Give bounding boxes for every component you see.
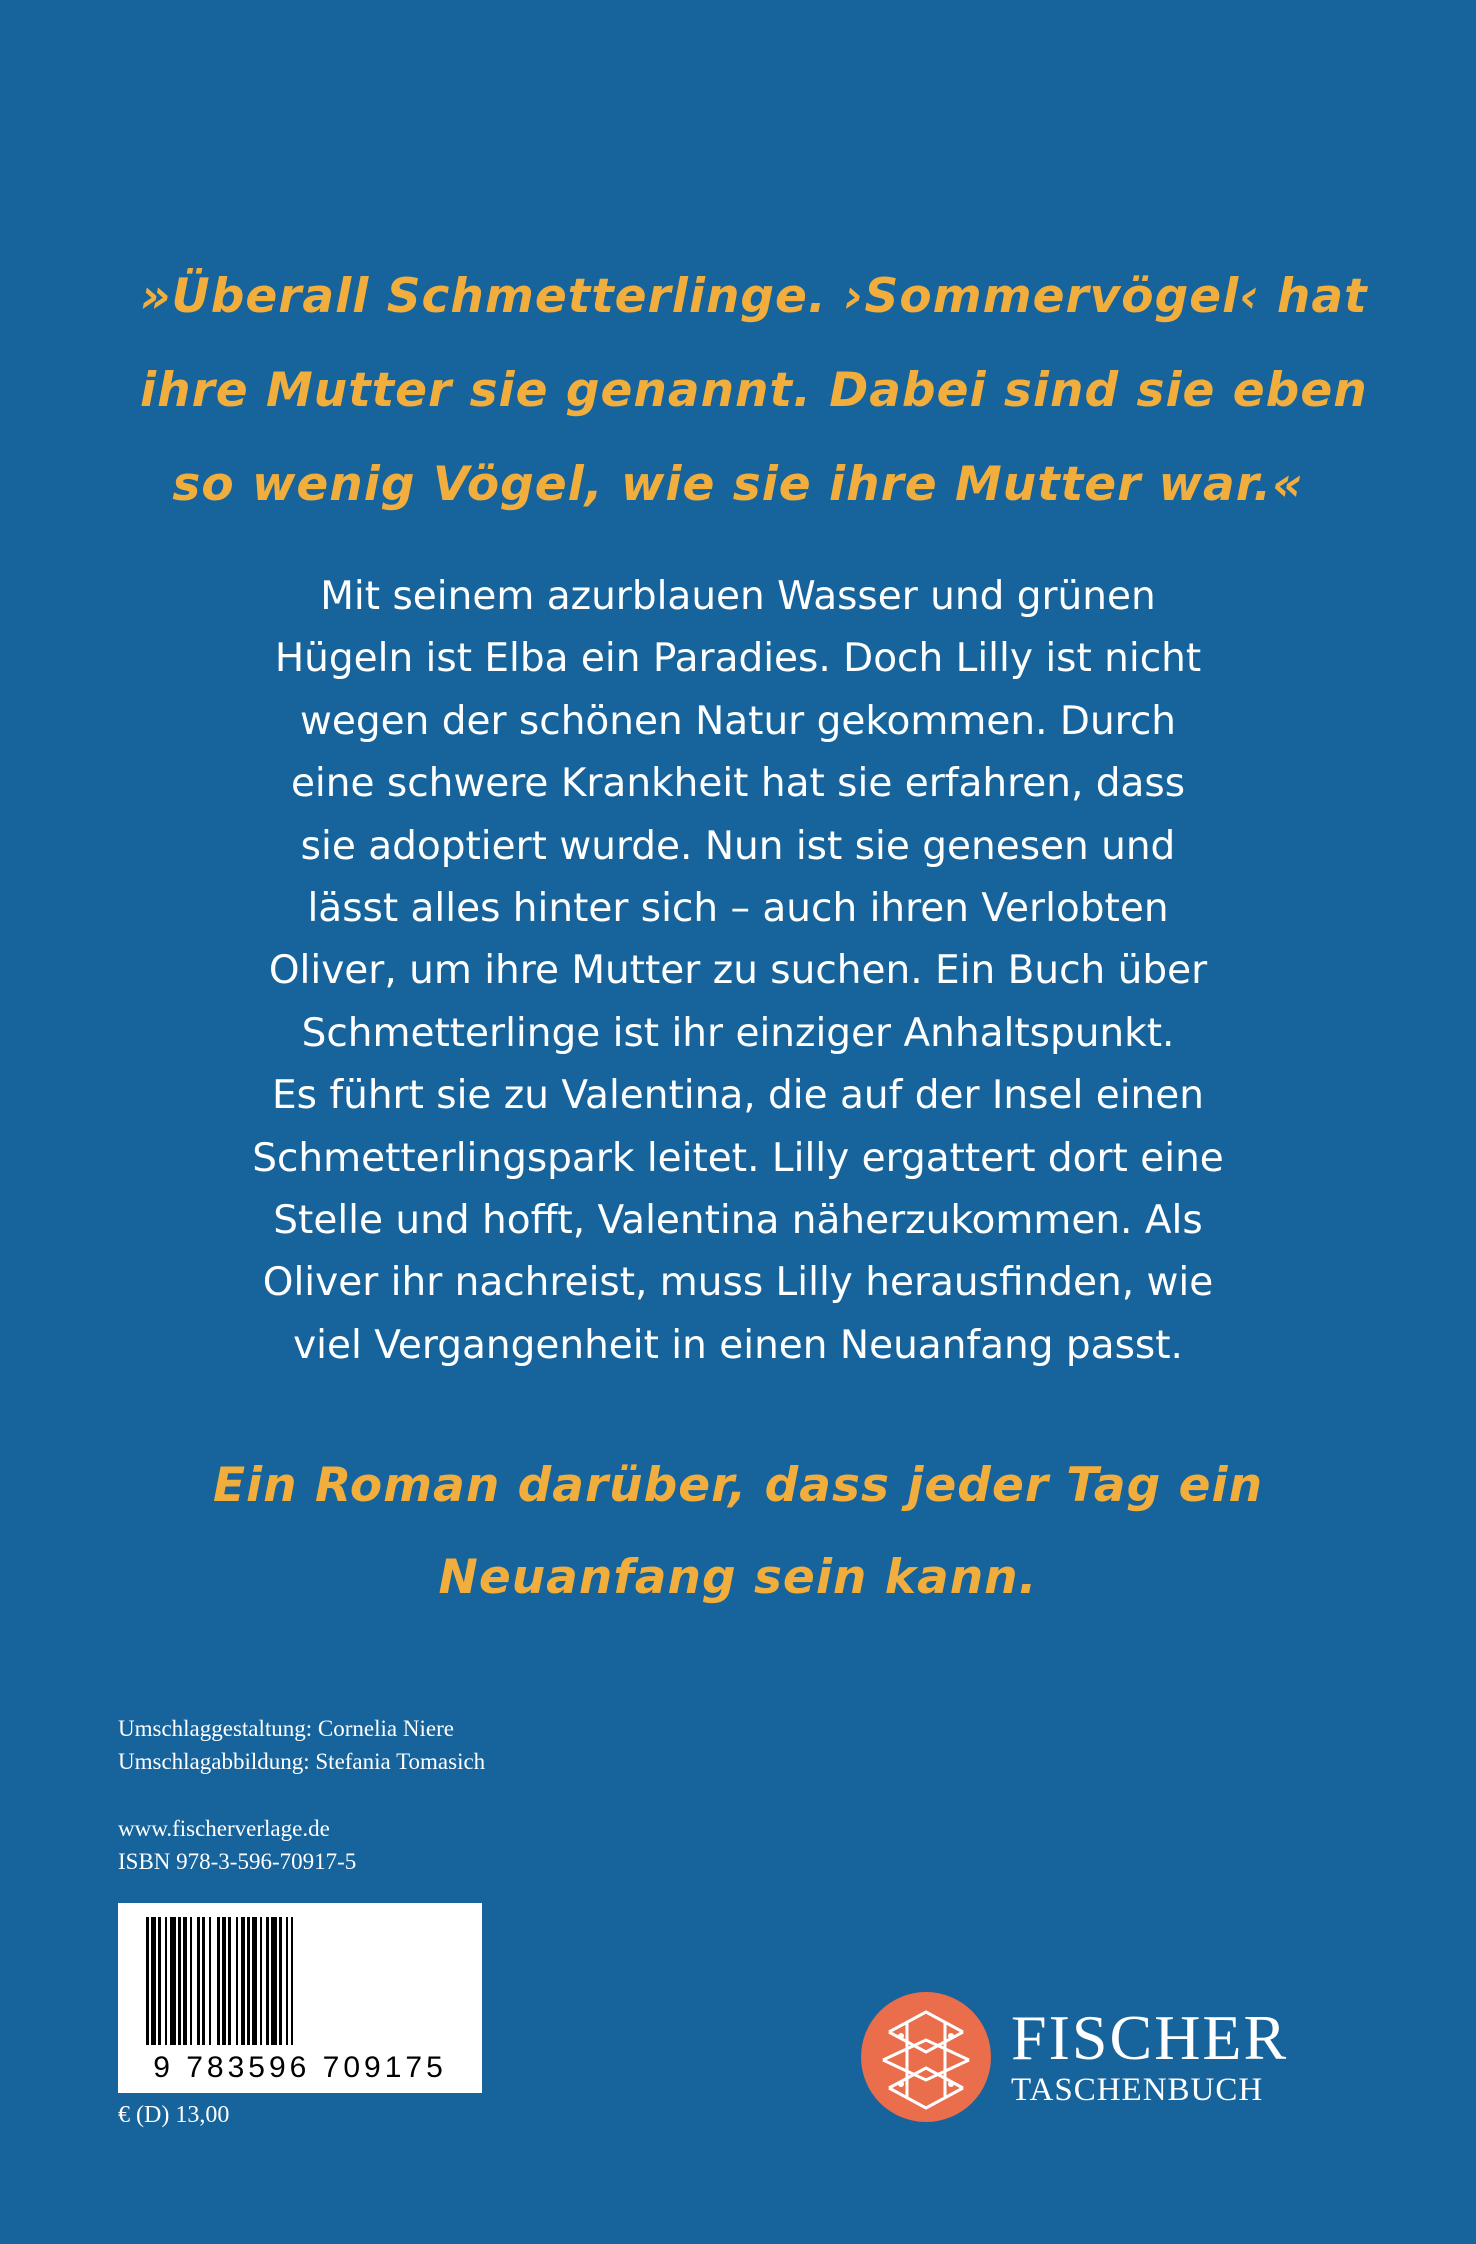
publisher-name: FISCHER [1011,2002,1289,2073]
publisher-logo [1011,2002,1289,2110]
blurb-line: Schmetterlingspark leitet. Lilly ergattert dort eine [252,1135,1224,1181]
publisher-website: www.fischerverlage.de [118,1816,330,1841]
pull-quote [140,250,1368,532]
quote-line: ihre Mutter sie genannt. Dabei sind sie eben [140,363,1368,418]
fish-pattern-icon [861,1992,991,2122]
blurb-text [180,566,1296,1377]
blurb-line: eine schwere Krankheit hat sie erfahren, dass [290,761,1186,807]
isbn: ISBN 978-3-596-70917-5 [118,1849,357,1874]
barcode-digits: 9 783596 709175 [153,2051,447,2084]
tagline [140,1440,1336,1624]
blurb-line: sie adoptiert wurde. Nun ist sie genesen und [300,823,1176,869]
blurb-line: Oliver ihr nachreist, muss Lilly herausfinden, wie [262,1260,1214,1306]
blurb-line: wegen der schönen Natur gekommen. Durch [300,698,1176,744]
cover-image-credit: Umschlagabbildung: Stefania Tomasich [118,1749,486,1774]
isbn-barcode [118,1903,482,2093]
blurb-line: Mit seinem azurblauen Wasser und grünen [320,574,1156,619]
price: € (D) 13,00 [118,2102,230,2128]
tagline-line: Ein Roman darüber, dass jeder Tag ein [212,1458,1264,1513]
tagline-line: Neuanfang sein kann. [438,1550,1038,1605]
quote-line: so wenig Vögel, wie sie ihre Mutter war.« [172,457,1304,512]
blurb-line: Stelle und hofft, Valentina näherzukommen. Als [273,1198,1203,1244]
publication-info [118,1812,356,1878]
blurb-line: Oliver, um ihre Mutter zu suchen. Ein Buch über [268,948,1208,994]
blurb-line: viel Vergangenheit in einen Neuanfang passt. [293,1322,1183,1368]
quote-line: »Überall Schmetterlinge. ›Sommervögel‹ hat [140,269,1368,324]
blurb-line: Schmetterlinge ist ihr einziger Anhaltspunkt. [301,1010,1175,1056]
cover-design-credit: Umschlaggestaltung: Cornelia Niere [118,1716,454,1741]
blurb-line: Es führt sie zu Valentina, die auf der Insel einen [272,1073,1204,1119]
blurb-line: lässt alles hinter sich – auch ihren Verlobten [307,886,1169,932]
publisher-imprint: TASCHENBUCH [1011,2072,1264,2108]
cover-credits [118,1712,485,1778]
blurb-line: Hügeln ist Elba ein Paradies. Doch Lilly ist nicht [274,636,1202,682]
